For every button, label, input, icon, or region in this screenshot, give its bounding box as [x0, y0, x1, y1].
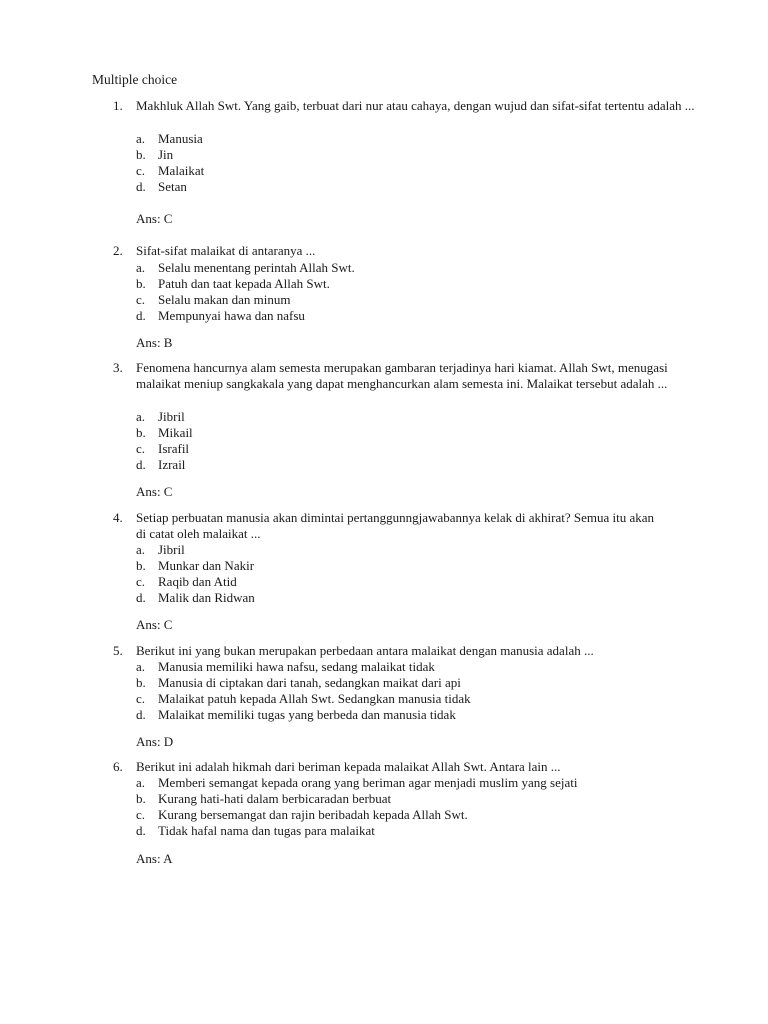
option-b	[136, 276, 696, 292]
option-b	[136, 675, 696, 691]
option-list	[136, 542, 696, 606]
option-letter: b.	[136, 147, 146, 162]
option-letter: b.	[136, 425, 146, 440]
option-a	[136, 542, 696, 558]
question-text: Makhluk Allah Swt. Yang gaib, terbuat dari nur atau cahaya, dengan wujud dan sifat-sifat tertentu adalah ...	[136, 98, 695, 113]
option-list	[136, 260, 696, 324]
option-text: Patuh dan taat kepada Allah Swt.	[158, 276, 330, 291]
option-b	[136, 147, 696, 163]
question-text: Berikut ini yang bukan merupakan perbedaan antara malaikat dengan manusia adalah ...	[136, 643, 594, 658]
option-text: Malaikat memiliki tugas yang berbeda dan manusia tidak	[158, 707, 456, 722]
option-letter: d.	[136, 457, 146, 472]
question-number: 5.	[113, 643, 123, 658]
option-text: Manusia di ciptakan dari tanah, sedangkan maikat dari api	[158, 675, 461, 690]
option-list	[136, 409, 696, 473]
option-text: Setan	[158, 179, 187, 194]
option-letter: c.	[136, 807, 146, 822]
answer-key: Ans: D	[136, 734, 174, 749]
option-text: Izrail	[158, 457, 186, 472]
option-d	[136, 707, 696, 723]
option-letter: d.	[136, 590, 146, 605]
option-letter: c.	[136, 163, 146, 178]
option-letter: d.	[136, 707, 146, 722]
option-c	[136, 292, 696, 308]
question-text: Setiap perbuatan manusia akan dimintai pertanggunngjawabannya kelak di akhirat? Semua itu akan di catat oleh malaikat ...	[136, 510, 655, 541]
option-text: Malaikat	[158, 163, 205, 178]
option-text: Selalu menentang perintah Allah Swt.	[158, 260, 355, 275]
option-c	[136, 807, 696, 823]
question-number: 4.	[113, 510, 123, 525]
option-text: Israfil	[158, 441, 190, 456]
option-text: Memberi semangat kepada orang yang beriman agar menjadi muslim yang sejati	[158, 775, 578, 790]
answer-key: Ans: A	[136, 851, 173, 866]
option-letter: b.	[136, 791, 146, 806]
option-c	[136, 163, 696, 179]
option-list	[136, 659, 696, 723]
option-b	[136, 791, 696, 807]
option-letter: a.	[136, 260, 146, 275]
option-list	[136, 775, 696, 839]
option-letter: b.	[136, 276, 146, 291]
option-b	[136, 558, 696, 574]
option-text: Mempunyai hawa dan nafsu	[158, 308, 305, 323]
option-a	[136, 659, 696, 675]
option-d	[136, 179, 696, 195]
document-heading: Multiple choice	[92, 72, 178, 87]
option-d	[136, 457, 696, 473]
option-text: Jibril	[158, 542, 185, 557]
option-text: Jin	[158, 147, 174, 162]
option-c	[136, 441, 696, 457]
option-a	[136, 260, 696, 276]
option-d	[136, 590, 696, 606]
option-d	[136, 823, 696, 839]
question-text: Fenomena hancurnya alam semesta merupakan gambaran terjadinya hari kiamat. Allah Swt, menugasi malaikat meniup sangkakala yang dapat menghancurkan alam semesta ini. Malaikat tersebut adalah ...	[136, 360, 668, 391]
option-letter: a.	[136, 659, 146, 674]
option-letter: c.	[136, 292, 146, 307]
option-letter: c.	[136, 691, 146, 706]
option-text: Kurang hati-hati dalam berbicaradan berbuat	[158, 791, 392, 806]
question-number: 2.	[113, 243, 123, 258]
option-text: Tidak hafal nama dan tugas para malaikat	[158, 823, 375, 838]
option-text: Munkar dan Nakir	[158, 558, 255, 573]
option-letter: c.	[136, 574, 146, 589]
question-number: 1.	[113, 98, 123, 113]
option-letter: a.	[136, 775, 146, 790]
option-b	[136, 425, 696, 441]
option-c	[136, 691, 696, 707]
option-a	[136, 409, 696, 425]
option-text: Malik dan Ridwan	[158, 590, 255, 605]
option-letter: d.	[136, 308, 146, 323]
question-number: 6.	[113, 759, 123, 774]
option-text: Raqib dan Atid	[158, 574, 237, 589]
option-text: Manusia memiliki hawa nafsu, sedang malaikat tidak	[158, 659, 435, 674]
answer-key: Ans: C	[136, 484, 173, 499]
option-a	[136, 131, 696, 147]
option-c	[136, 574, 696, 590]
answer-key: Ans: B	[136, 335, 173, 350]
answer-key: Ans: C	[136, 617, 173, 632]
question-number: 3.	[113, 360, 123, 375]
option-text: Jibril	[158, 409, 185, 424]
question-text: Berikut ini adalah hikmah dari beriman kepada malaikat Allah Swt. Antara lain ...	[136, 759, 561, 774]
option-letter: a.	[136, 131, 146, 146]
option-letter: a.	[136, 542, 146, 557]
option-d	[136, 308, 696, 324]
option-a	[136, 775, 696, 791]
option-list	[136, 131, 696, 195]
option-letter: b.	[136, 558, 146, 573]
option-letter: c.	[136, 441, 146, 456]
option-text: Kurang bersemangat dan rajin beribadah kepada Allah Swt.	[158, 807, 468, 822]
option-text: Selalu makan dan minum	[158, 292, 291, 307]
option-text: Mikail	[158, 425, 193, 440]
question-text: Sifat-sifat malaikat di antaranya ...	[136, 243, 316, 258]
answer-key: Ans: C	[136, 211, 173, 226]
option-letter: b.	[136, 675, 146, 690]
option-text: Manusia	[158, 131, 203, 146]
option-letter: d.	[136, 179, 146, 194]
option-text: Malaikat patuh kepada Allah Swt. Sedangkan manusia tidak	[158, 691, 471, 706]
option-letter: d.	[136, 823, 146, 838]
option-letter: a.	[136, 409, 146, 424]
